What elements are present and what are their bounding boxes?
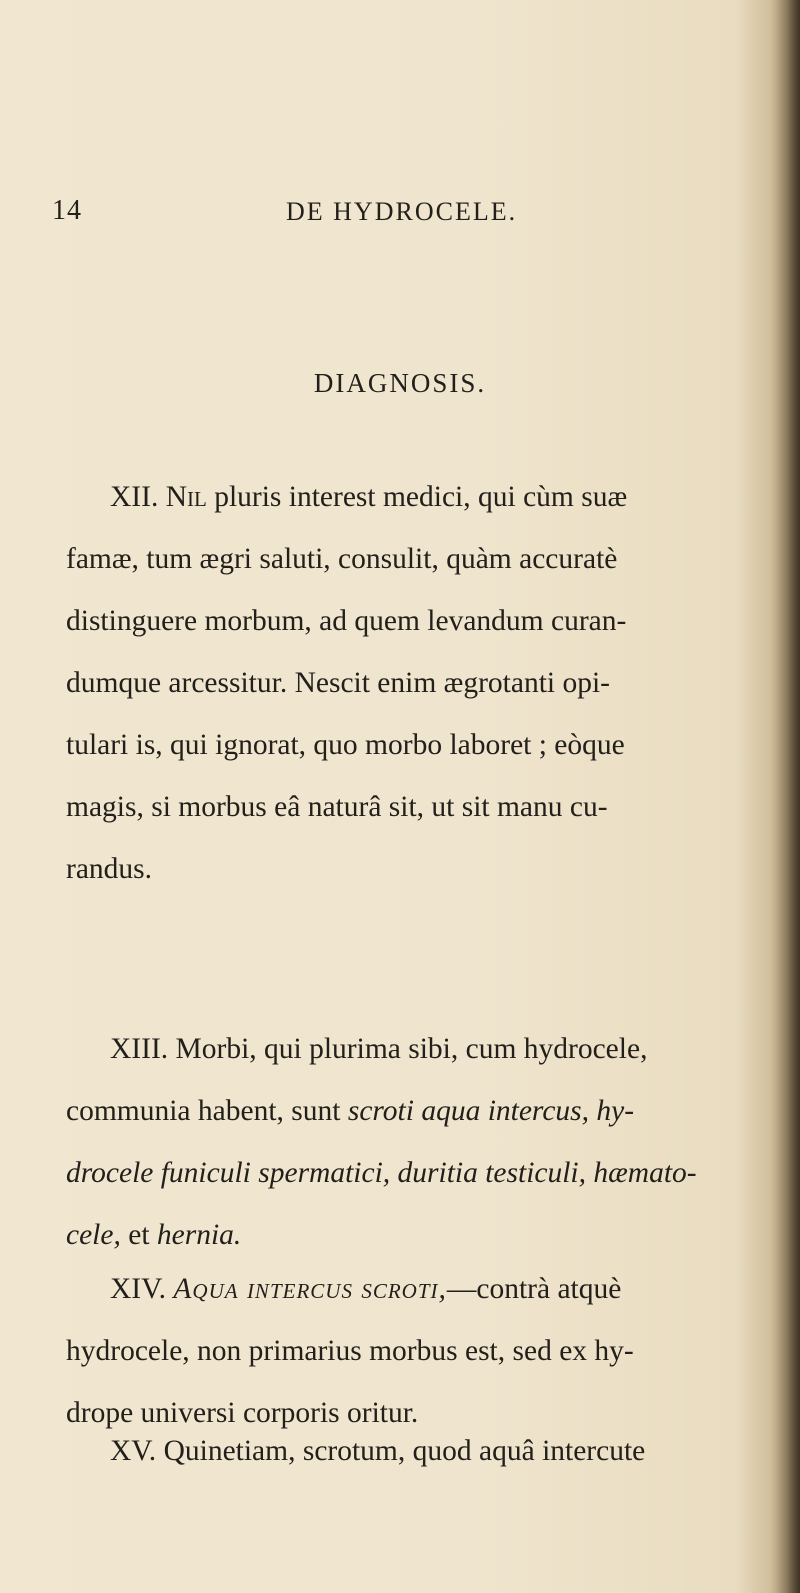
paragraph-xii [66,466,766,900]
lead-term: Aqua intercus scroti, [173,1273,447,1305]
text-line [66,1420,766,1482]
text-line: magis, si morbus eâ naturâ sit, ut sit manu cu- [66,791,608,823]
text-line: famæ, tum ægri saluti, consulit, quàm accuratè [66,543,618,575]
text-line: tulari is, qui ignorat, quo morbo laboret ; eòque [66,729,625,761]
paragraph-number: XIII. [110,1033,169,1065]
text-line [66,466,766,528]
text-span: Quinetiam, scrotum, quod aquâ intercute [163,1435,646,1467]
text-line: dumque arcessitur. Nescit enim ægrotanti opi- [66,667,610,699]
text-span: et [128,1219,150,1251]
text-line [66,1018,766,1080]
paragraph-number: XIV. [110,1273,167,1305]
italic-term: scroti aqua intercus, hy- [347,1095,635,1127]
paragraph-xiii [66,1018,766,1266]
italic-term: cele, [66,1219,121,1251]
paragraph-xiv [66,1258,766,1444]
page-edge-shadow [770,0,800,1593]
page-header [0,195,800,235]
text-line [66,1204,766,1266]
text-line: randus. [66,853,153,885]
paragraph-xv [66,1420,766,1482]
text-span: —contrà atquè [446,1273,622,1305]
text-line: distinguere morbum, ad quem levandum curan- [66,605,627,637]
text-line: drope universi corporis oritur. [66,1397,419,1429]
running-head: DE HYDROCELE. [286,197,518,226]
paragraph-number: XV. [110,1435,157,1467]
text-line: drocele funiculi spermatici, duritia testiculi, hæmato- [66,1157,697,1189]
text-span: pluris interest medici, qui cùm suæ [214,481,628,513]
lead-word: Nil [165,481,207,513]
paragraph-number: XII. [110,481,159,513]
page-number: 14 [52,195,82,226]
text-span: communia habent, sunt [66,1095,341,1127]
text-line [66,1258,766,1320]
italic-term: hernia. [156,1219,242,1251]
text-line: hydrocele, non primarius morbus est, sed ex hy- [66,1335,634,1367]
text-line [66,1080,766,1142]
section-heading: DIAGNOSIS. [313,368,487,398]
text-span: Morbi, qui plurima sibi, cum hydrocele, [175,1033,648,1065]
